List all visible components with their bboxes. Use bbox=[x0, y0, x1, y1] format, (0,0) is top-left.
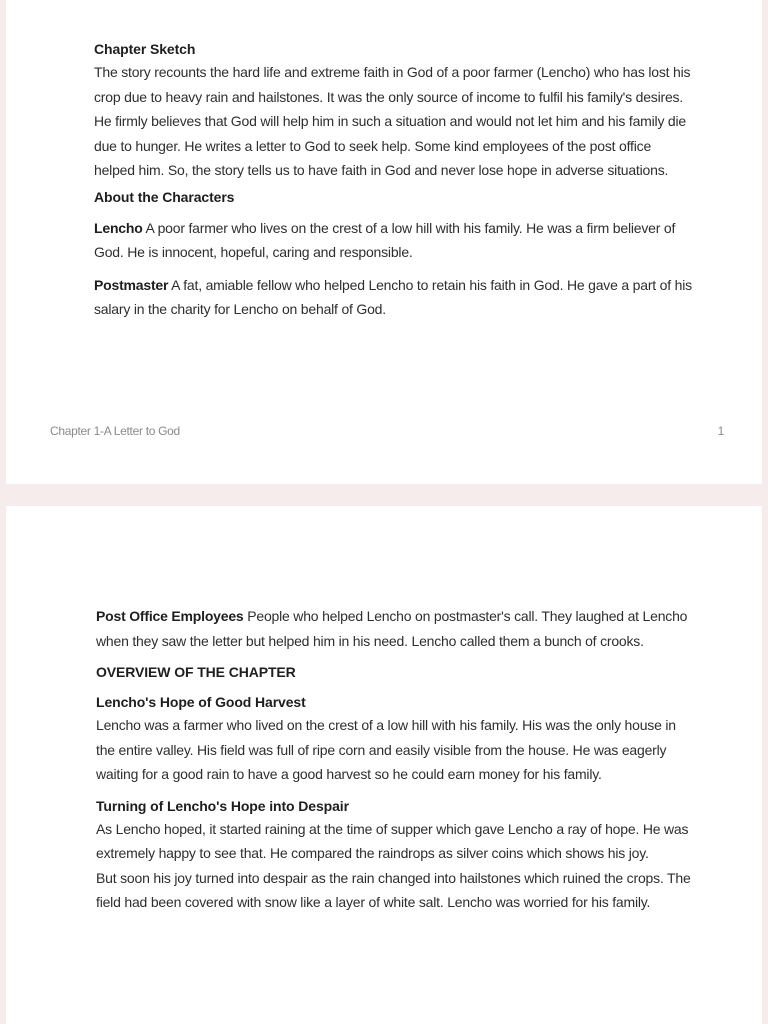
lencho-term: Lencho bbox=[94, 219, 143, 236]
document-page-1 bbox=[6, 0, 762, 484]
overview-heading: OVERVIEW OF THE CHAPTER bbox=[96, 664, 296, 680]
page-2-content bbox=[96, 604, 696, 915]
about-characters-heading: About the Characters bbox=[94, 188, 235, 205]
despair-paragraph-1: As Lencho hoped, it started raining at the time of supper which gave Lencho a ray of hope. He was extremely happy to see that. He compared the raindrops as silver coins which shows his joy. bbox=[96, 820, 689, 861]
footer-chapter-title: Chapter 1-A Letter to God bbox=[50, 424, 180, 438]
despair-heading: Turning of Lencho's Hope into Despair bbox=[96, 797, 349, 814]
lencho-paragraph bbox=[94, 216, 694, 265]
postmaster-term: Postmaster bbox=[94, 276, 169, 293]
post-office-employees-term: Post Office Employees bbox=[96, 608, 244, 624]
lencho-description: A poor farmer who lives on the crest of a low hill with his family. He was a firm believer of God. He is innocent, hopeful, caring and responsible. bbox=[94, 219, 676, 260]
chapter-sketch-heading: Chapter Sketch bbox=[94, 41, 196, 57]
postmaster-description: A fat, amiable fellow who helped Lencho to retain his faith in God. He gave a part of his salary in the charity for Lencho on behalf of God. bbox=[94, 276, 692, 317]
page-1-footer bbox=[50, 424, 724, 438]
hope-heading: Lencho's Hope of Good Harvest bbox=[96, 694, 306, 710]
document-page-2 bbox=[6, 506, 762, 1024]
postmaster-paragraph bbox=[94, 273, 694, 322]
despair-paragraph-2: But soon his joy turned into despair as the rain changed into hailstones which ruined the crops. The field had been covered with snow like a layer of white salt. Lencho was worried for his family. bbox=[96, 869, 691, 910]
page-1-content bbox=[94, 38, 694, 322]
footer-page-number: 1 bbox=[717, 424, 724, 438]
chapter-sketch-paragraph: The story recounts the hard life and extreme faith in God of a poor farmer (Lencho) who has lost his crop due to heavy rain and hailstones. It was the only source of income to fulfil his family's desires. He firmly believes that God will help him in such a situation and would not let him and his family die due to hunger. He writes a letter to God to seek help. Some kind employees of the post office helped him. So, the story tells us to have faith in God and never lose hope in adverse situations. bbox=[94, 64, 691, 178]
hope-paragraph: Lencho was a farmer who lived on the crest of a low hill with his family. His was the only house in the entire valley. His field was full of ripe corn and easily visible from the house. He was eagerly waiting for a good rain to have a good harvest so he could earn money for his family. bbox=[96, 717, 676, 782]
post-office-employees-description: People who helped Lencho on postmaster's call. They laughed at Lencho when they saw the letter but helped him in his need. Lencho called them a bunch of crooks. bbox=[96, 608, 688, 649]
post-office-employees-paragraph bbox=[96, 604, 696, 653]
